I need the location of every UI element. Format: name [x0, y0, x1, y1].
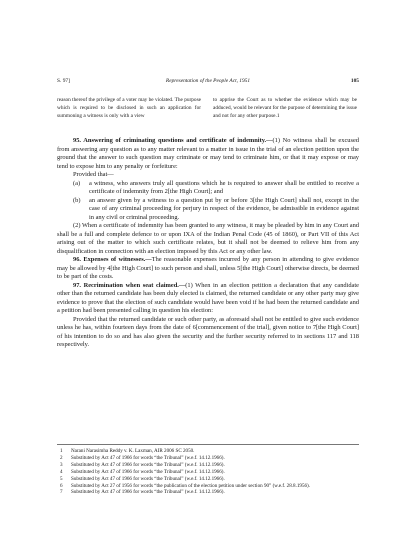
footnote — [57, 476, 359, 483]
section-95-heading: 95. Answering of criminating questions and certificate of indemnity.— — [73, 137, 273, 144]
footnote-number: 6 — [60, 482, 63, 489]
footnote — [57, 448, 359, 455]
section-96 — [57, 256, 359, 282]
item-text: an answer given by a witness to a question put by or before 3[the High Court] shall not, except in the case of any criminal proceeding for perjury in respect of the evidence, be admissible in evidence against in any civil or criminal proceeding. — [89, 196, 359, 221]
item-text: a witness, who answers truly all questions which he is required to answer shall be entitled to receive a certificate of indemnity from 2[the High Court]; and — [89, 179, 359, 195]
footnote-divider — [57, 444, 359, 445]
footnote — [57, 455, 359, 462]
section-95-para-1: (1) No witness shall be excused from answering any question as to any matter relevant to a matter in issue in the trial of an election petition upon the ground that the answer to such question may criminate or may tend to criminate him, or that it may expose or may tend to expose him to any penalty or forfeiture: — [57, 137, 359, 170]
footnote — [57, 462, 359, 469]
footnote-text: Substituted by Act 47 of 1966 for words “the Tribunal” (w.e.f. 14.12.1966). — [71, 468, 225, 475]
running-header — [57, 78, 359, 88]
footnote-number: 3 — [60, 461, 63, 468]
footnote-text: Substituted by Act 47 of 1966 for words “the Tribunal” (w.e.f. 14.12.1966). — [71, 461, 225, 468]
excerpt-left-column: reason thereof the privilege of a voter may be violated. The purpose which is required to be disclosed in such an application for summoning a witness is only with a view — [57, 97, 201, 119]
section-95 — [57, 137, 359, 171]
section-97-heading: 97. Recrimination when seat claimed.— — [73, 281, 186, 289]
item-label: (b) — [73, 196, 81, 204]
footnote — [57, 489, 359, 496]
footnote-number: 4 — [60, 468, 63, 475]
main-text — [57, 137, 359, 350]
footnote — [57, 469, 359, 476]
excerpt-right-column: to apprise the Court as to whether the evidence which may be adduced, would be relevant for the purpose of determining the issue and not for any other purpose.1 — [213, 97, 358, 119]
footnote-number: 1 — [60, 448, 63, 454]
proviso-item-a — [57, 180, 359, 197]
footnote-text: Substituted by Act 27 of 1956 for words “the publication of the election petition under section 90” (w.e.f. 28.8.1956). — [71, 482, 311, 489]
footnote-number: 7 — [60, 489, 63, 496]
footnotes — [57, 448, 359, 496]
footnote-text: Narani Narasimha Reddy v. K. Laxman, AIR 2006 SC 2050. — [71, 448, 195, 454]
section-97-para-1: (1) When in an election petition a declaration that any candidate other than the returned candidate has been duly elected is claimed, the returned candidate or any other party may give evidence to prove that the election of such candidate would have been void if he had been the returned candidate and a petition had been presented calling in question his election: — [57, 281, 360, 314]
page-number: 105 — [350, 78, 359, 84]
section-96-text: The reasonable expenses incurred by any person in attending to give evidence may be allowed by 4[the High Court] to such person and shall, unless 5[the High Court] otherwise directs, be deemed to be part of the costs. — [57, 256, 359, 280]
footnote-number: 2 — [60, 454, 63, 461]
header-section: S. 97] — [57, 78, 70, 84]
section-97 — [57, 282, 359, 316]
section-95-proviso: Provided that— — [73, 171, 114, 178]
footnote-number: 5 — [60, 475, 63, 482]
item-label: (a) — [73, 179, 81, 187]
footnote-text: Substituted by Act 47 of 1966 for words “the Tribunal” (w.e.f. 14.12.1966). — [71, 475, 225, 482]
footnote-text: Substituted by Act 47 of 1966 for words “the Tribunal” (w.e.f. 14.12.1966). — [71, 454, 225, 461]
two-column-excerpt — [57, 97, 359, 133]
section-95-para-2: (2) When a certificate of indemnity has been granted to any witness, it may be pleaded by him in any Court and shall be a full and complete defence to or upon IXA of the Indian Penal Code (45 of 1860), or Part VII of this Act arising out of the matter to which such certificate relates, but it shall not be deemed to relieve him from any disqualification in connection with an election imposed by this Act or any other law. — [57, 222, 359, 255]
proviso-item-b — [57, 197, 359, 223]
header-title: Representation of the People Act, 1951 — [165, 78, 251, 84]
footnote-text: Substituted by Act 47 of 1966 for words “the Tribunal” (w.e.f. 14.12.1966). — [71, 489, 225, 496]
section-96-heading: 96. Expenses of witnesses.— — [73, 256, 152, 263]
section-97-para-2: Provided that the returned candidate or such other party, as aforesaid shall not be entitled to give such evidence unless he has, within fourteen days from the date of 6[commencement of the trial], given notice to 7[the High Court] of his intention to do so and has also given the security and the further security referred to in sections 117 and 118 respectively. — [57, 315, 359, 348]
